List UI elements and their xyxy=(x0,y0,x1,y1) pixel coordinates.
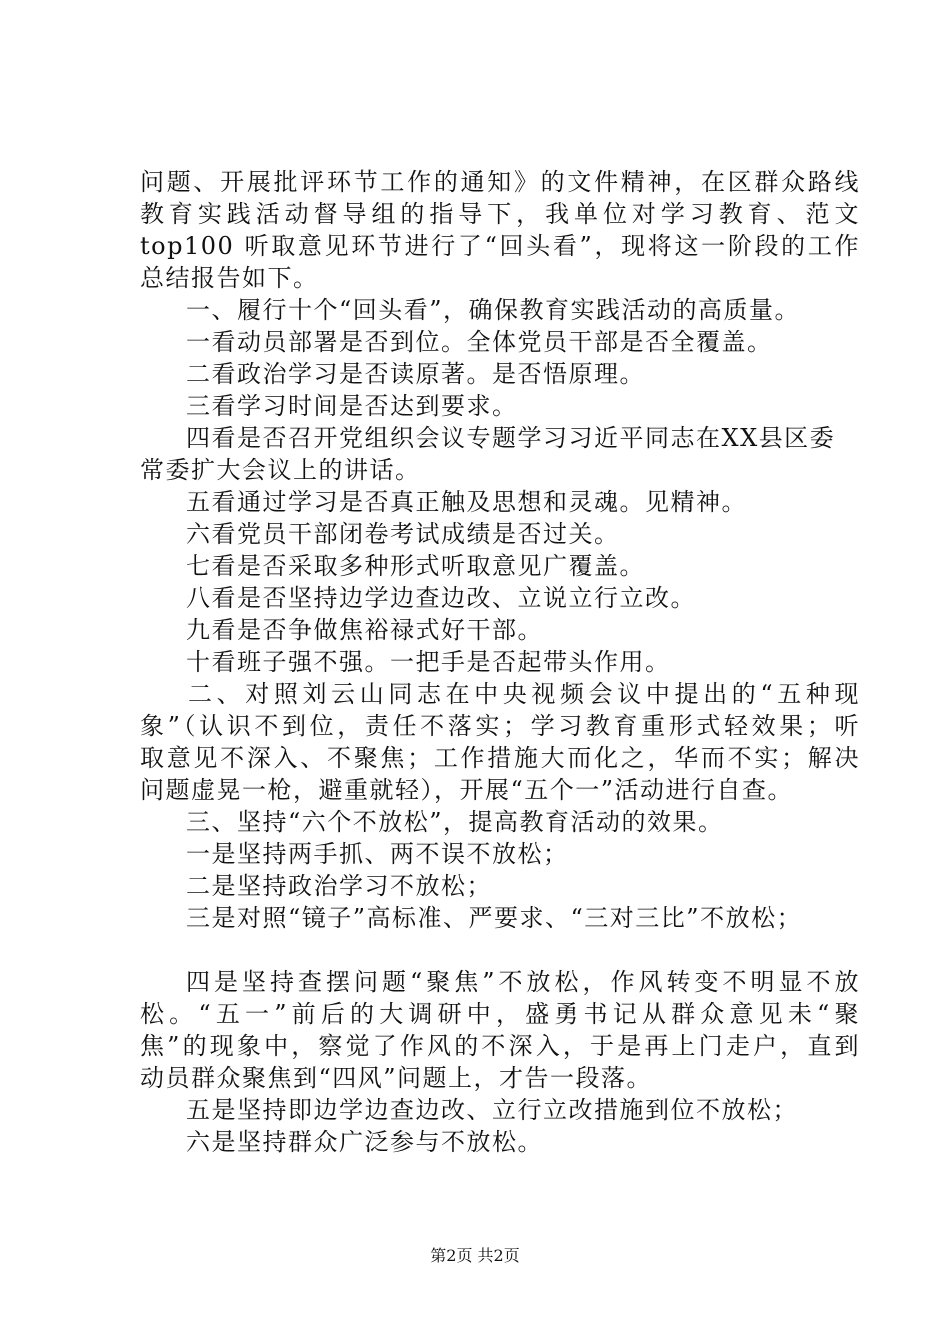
text-line: 四看是否召开党组织会议专题学习习近平同志在XX县区委 xyxy=(186,424,836,452)
text-line: 三看学习时间是否达到要求。 xyxy=(186,392,518,420)
text-line: 一看动员部署是否到位。全体党员干部是否全覆盖。 xyxy=(186,328,773,356)
text-line: 二是坚持政治学习不放松； xyxy=(186,872,492,900)
text-line: 动员群众聚焦到“四风”问题上，才告一段落。 xyxy=(140,1064,653,1092)
text-line: 总结报告如下。 xyxy=(140,264,319,292)
page-number-footer: 第2页 共2页 xyxy=(430,1246,520,1265)
text-line: 教育实践活动督导组的指导下，我单位对学习教育、范文 xyxy=(140,200,860,228)
text-line: 六是坚持群众广泛参与不放松。 xyxy=(186,1128,543,1156)
text-line: 五看通过学习是否真正触及思想和灵魂。见精神。 xyxy=(186,488,747,516)
text-line: 三是对照“镜子”高标准、严要求、“三对三比”不放松； xyxy=(186,904,803,932)
text-line: 十看班子强不强。一把手是否起带头作用。 xyxy=(186,648,671,676)
text-line: 问题、开展批评环节工作的通知》的文件精神，在区群众路线 xyxy=(140,168,860,196)
document-body xyxy=(140,166,860,1158)
text-line: 七看是否采取多种形式听取意见广覆盖。 xyxy=(186,552,645,580)
text-line: 松。“五一”前后的大调研中，盛勇书记从群众意见未“聚 xyxy=(140,1000,860,1028)
text-line: 常委扩大会议上的讲话。 xyxy=(140,456,421,484)
section-heading: 三、坚持“六个不放松”，提高教育活动的效果。 xyxy=(186,808,724,836)
text-line: 焦”的现象中，察觉了作风的不深入，于是再上门走户，直到 xyxy=(140,1032,860,1060)
paragraph-gap xyxy=(140,934,860,966)
text-line: 五是坚持即边学边查边改、立行立改措施到位不放松； xyxy=(186,1096,798,1124)
text-line: 九看是否争做焦裕禄式好干部。 xyxy=(186,616,543,644)
text-line: top100 听取意见环节进行了“回头看”，现将这一阶段的工作 xyxy=(140,232,860,260)
section-heading: 二、对照刘云山同志在中央视频会议中提出的“五种现 xyxy=(188,680,860,708)
text-line: 问题虚晃一枪，避重就轻），开展“五个一”活动进行自查。 xyxy=(140,776,794,804)
text-line: 取意见不深入、不聚焦；工作措施大而化之，华而不实；解决 xyxy=(140,744,860,772)
text-line: 象”（认识不到位，责任不落实；学习教育重形式轻效果；听 xyxy=(140,712,860,740)
text-line: 一是坚持两手抓、两不误不放松； xyxy=(186,840,569,868)
section-heading: 一、履行十个“回头看”，确保教育实践活动的高质量。 xyxy=(186,296,801,324)
text-line: 六看党员干部闭卷考试成绩是否过关。 xyxy=(186,520,620,548)
text-line: 二看政治学习是否读原著。是否悟原理。 xyxy=(186,360,645,388)
text-line: 四是坚持查摆问题“聚焦”不放松，作风转变不明显不放 xyxy=(186,968,860,996)
text-line: 八看是否坚持边学边查边改、立说立行立改。 xyxy=(186,584,696,612)
